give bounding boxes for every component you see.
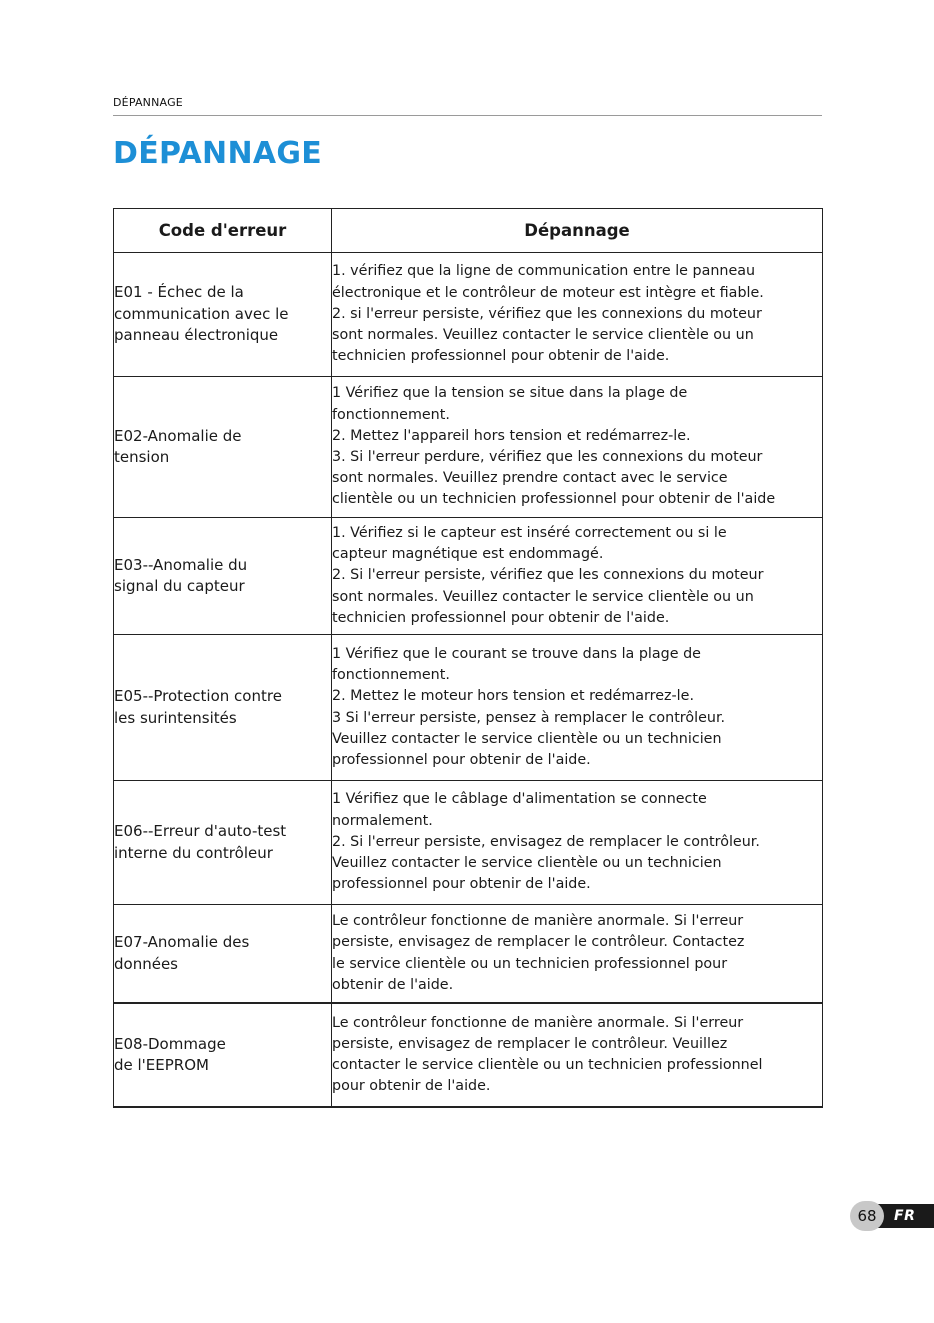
troubleshooting-line: fonctionnement.: [332, 667, 450, 684]
table-row: [114, 635, 823, 781]
troubleshooting-line: 1 Vérifiez que le courant se trouve dans la plage de: [332, 645, 701, 662]
table-row: [114, 1003, 823, 1107]
language-label: FR: [894, 1208, 916, 1224]
troubleshooting-line: 2. Si l'erreur persiste, envisagez de remplacer le contrôleur.: [332, 833, 760, 850]
troubleshooting-cell: [332, 518, 823, 635]
troubleshooting-cell: [332, 781, 823, 905]
error-code-line: tension: [114, 448, 170, 466]
column-header-code: Code d'erreur: [114, 209, 332, 253]
error-code-cell: [114, 518, 332, 635]
troubleshooting-cell: [332, 1003, 823, 1107]
table-row: [114, 253, 823, 377]
error-code-line: E07-Anomalie des: [114, 933, 250, 951]
troubleshooting-cell: [332, 635, 823, 781]
page-badge: [850, 1201, 934, 1231]
error-code-line: communication avec le: [114, 304, 289, 323]
troubleshooting-line: Veuillez contacter le service clientèle ou un technicien: [332, 855, 722, 872]
error-code-cell: [114, 635, 332, 781]
troubleshooting-line: 2. si l'erreur persiste, vérifiez que les connexions du moteur: [332, 305, 762, 322]
error-code-line: E05--Protection contre: [114, 687, 282, 705]
troubleshooting-line: normalement.: [332, 812, 433, 829]
table-row: [114, 518, 823, 635]
column-header-troubleshooting: Dépannage: [332, 209, 823, 253]
error-code-line: de l'EEPROM: [114, 1056, 209, 1074]
troubleshooting-line: persiste, envisagez de remplacer le contrôleur. Contactez: [332, 934, 745, 951]
troubleshooting-line: technicien professionnel pour obtenir de l'aide.: [332, 609, 670, 626]
troubleshooting-line: 3. Si l'erreur perdure, vérifiez que les connexions du moteur: [332, 449, 763, 465]
troubleshooting-line: 2. Si l'erreur persiste, vérifiez que les connexions du moteur: [332, 567, 764, 584]
troubleshooting-line: Le contrôleur fonctionne de manière anormale. Si l'erreur: [332, 913, 744, 930]
troubleshooting-line: technicien professionnel pour obtenir de l'aide.: [332, 348, 670, 365]
error-code-line: les surintensités: [114, 708, 237, 727]
troubleshooting-cell: [332, 253, 823, 377]
troubleshooting-line: 1. Vérifiez si le capteur est inséré correctement ou si le: [332, 524, 727, 541]
error-code-cell: [114, 781, 332, 905]
error-code-line: E02-Anomalie de: [114, 426, 242, 445]
table-row: [114, 781, 823, 905]
troubleshooting-line: 1. vérifiez que la ligne de communication entre le panneau: [332, 263, 756, 280]
troubleshooting-line: 1 Vérifiez que la tension se situe dans la plage de: [332, 385, 688, 402]
error-code-line: panneau électronique: [114, 326, 279, 345]
table-row: [114, 377, 823, 518]
table-header-row: [114, 209, 823, 253]
error-code-table: [113, 208, 823, 1108]
troubleshooting-line: obtenir de l'aide.: [332, 976, 454, 993]
error-code-line: E03--Anomalie du: [114, 555, 248, 574]
troubleshooting-line: électronique et le contrôleur de moteur est intègre et fiable.: [332, 284, 764, 301]
error-code-cell: [114, 253, 332, 377]
error-code-cell: [114, 1003, 332, 1107]
troubleshooting-line: sont normales. Veuillez prendre contact avec le service: [332, 470, 728, 487]
troubleshooting-line: 1 Vérifiez que le câblage d'alimentation se connecte: [332, 791, 707, 808]
troubleshooting-line: sont normales. Veuillez contacter le service clientèle ou un: [332, 327, 754, 344]
error-code-cell: [114, 905, 332, 1004]
troubleshooting-line: capteur magnétique est endommagé.: [332, 546, 604, 563]
troubleshooting-cell: [332, 377, 823, 518]
troubleshooting-line: professionnel pour obtenir de l'aide.: [332, 751, 591, 768]
troubleshooting-line: 2. Mettez le moteur hors tension et redémarrez-le.: [332, 688, 694, 705]
error-code-cell: [114, 377, 332, 518]
troubleshooting-line: contacter le service clientèle ou un technicien professionnel: [332, 1057, 763, 1073]
troubleshooting-line: professionnel pour obtenir de l'aide.: [332, 876, 591, 893]
troubleshooting-line: le service clientèle ou un technicien professionnel pour: [332, 955, 728, 972]
troubleshooting-line: clientèle ou un technicien professionnel pour obtenir de l'aide: [332, 491, 776, 508]
troubleshooting-line: pour obtenir de l'aide.: [332, 1078, 491, 1095]
troubleshooting-line: Veuillez contacter le service clientèle ou un technicien: [332, 730, 722, 747]
running-header: DÉPANNAGE: [113, 96, 183, 109]
error-code-line: signal du capteur: [114, 577, 245, 595]
page-title: DÉPANNAGE: [113, 136, 323, 171]
page-number: 68: [850, 1201, 884, 1231]
error-code-line: E01 - Échec de la: [114, 283, 244, 302]
troubleshooting-line: 2. Mettez l'appareil hors tension et redémarrez-le.: [332, 427, 691, 444]
troubleshooting-line: fonctionnement.: [332, 406, 450, 423]
error-code-line: interne du contrôleur: [114, 843, 273, 862]
header-rule: [113, 115, 822, 116]
troubleshooting-line: 3 Si l'erreur persiste, pensez à remplacer le contrôleur.: [332, 709, 726, 726]
error-code-line: E06--Erreur d'auto-test: [114, 822, 287, 840]
troubleshooting-line: persiste, envisagez de remplacer le contrôleur. Veuillez: [332, 1035, 728, 1052]
table-row: [114, 905, 823, 1004]
troubleshooting-line: sont normales. Veuillez contacter le service clientèle ou un: [332, 588, 754, 605]
troubleshooting-line: Le contrôleur fonctionne de manière anormale. Si l'erreur: [332, 1014, 744, 1031]
error-code-line: données: [114, 954, 178, 973]
troubleshooting-cell: [332, 905, 823, 1004]
error-code-line: E08-Dommage: [114, 1034, 226, 1053]
